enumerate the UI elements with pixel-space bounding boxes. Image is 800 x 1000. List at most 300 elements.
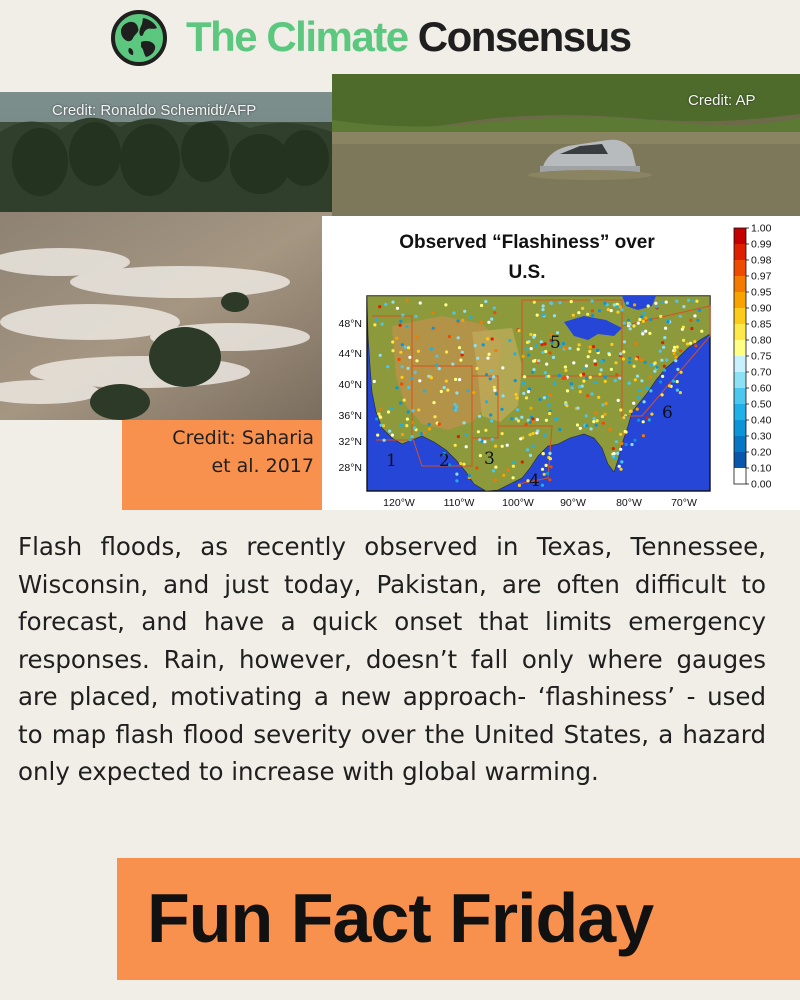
station-dot bbox=[525, 347, 528, 350]
station-dot bbox=[608, 353, 611, 356]
station-dot bbox=[407, 386, 410, 389]
station-dot bbox=[655, 305, 658, 308]
station-dot bbox=[468, 474, 471, 477]
station-dot bbox=[587, 355, 590, 358]
station-dot bbox=[395, 386, 398, 389]
station-dot bbox=[661, 301, 664, 304]
station-dot bbox=[508, 339, 511, 342]
station-dot bbox=[506, 444, 509, 447]
station-dot bbox=[512, 461, 515, 464]
station-dot bbox=[492, 469, 495, 472]
station-dot bbox=[489, 413, 492, 416]
colorbar-tick-label: 0.99 bbox=[751, 238, 772, 251]
station-dot bbox=[628, 323, 631, 326]
station-dot bbox=[613, 303, 616, 306]
lon-label: 80°W bbox=[616, 497, 642, 509]
station-dot bbox=[642, 434, 645, 437]
station-dot bbox=[663, 336, 666, 339]
station-dot bbox=[396, 307, 399, 310]
station-dot bbox=[622, 416, 625, 419]
station-dot bbox=[417, 350, 420, 353]
chart-title-line2: U.S. bbox=[508, 262, 546, 283]
colorbar-tick-label: 0.80 bbox=[751, 334, 772, 347]
station-dot bbox=[637, 396, 640, 399]
station-dot bbox=[593, 359, 596, 362]
station-dot bbox=[428, 423, 431, 426]
station-dot bbox=[532, 360, 535, 363]
site-title-part1: The Climate bbox=[186, 13, 408, 60]
station-dot bbox=[636, 408, 639, 411]
station-dot bbox=[480, 304, 483, 307]
station-dot bbox=[545, 363, 548, 366]
station-dot bbox=[455, 405, 458, 408]
station-dot bbox=[607, 308, 610, 311]
station-dot bbox=[610, 343, 613, 346]
station-dot bbox=[493, 389, 496, 392]
station-dot bbox=[682, 305, 685, 308]
station-dot bbox=[630, 410, 633, 413]
station-dot bbox=[373, 380, 376, 383]
station-dot bbox=[475, 466, 478, 469]
station-dot bbox=[615, 440, 618, 443]
station-dot bbox=[401, 365, 404, 368]
lat-axis bbox=[339, 318, 362, 474]
station-dot bbox=[377, 412, 380, 415]
station-dot bbox=[427, 375, 430, 378]
station-dot bbox=[430, 347, 433, 350]
station-dot bbox=[432, 327, 435, 330]
colorbar-tick-label: 0.70 bbox=[751, 366, 772, 379]
station-dot bbox=[585, 424, 588, 427]
station-dot bbox=[619, 305, 622, 308]
site-title-part2: Consensus bbox=[407, 13, 631, 60]
station-dot bbox=[409, 438, 412, 441]
station-dot bbox=[469, 316, 472, 319]
station-dot bbox=[512, 465, 515, 468]
station-dot bbox=[614, 361, 617, 364]
station-dot bbox=[654, 361, 657, 364]
station-dot bbox=[548, 412, 551, 415]
region-label-4: 4 bbox=[529, 471, 540, 491]
colorbar-segment bbox=[734, 436, 746, 452]
station-dot bbox=[401, 343, 404, 346]
station-dot bbox=[532, 420, 535, 423]
station-dot bbox=[522, 355, 525, 358]
station-dot bbox=[693, 340, 696, 343]
station-dot bbox=[484, 300, 487, 303]
region-label-6: 6 bbox=[662, 403, 673, 423]
station-dot bbox=[400, 376, 403, 379]
station-dot bbox=[541, 308, 544, 311]
station-dot bbox=[602, 422, 605, 425]
lat-label: 40°N bbox=[338, 379, 362, 391]
station-dot bbox=[493, 306, 496, 309]
station-dot bbox=[550, 465, 553, 468]
station-dot bbox=[564, 403, 567, 406]
station-dot bbox=[633, 439, 636, 442]
station-dot bbox=[514, 393, 517, 396]
station-dot bbox=[655, 366, 658, 369]
station-dot bbox=[418, 379, 421, 382]
colorbar-tick-label: 0.10 bbox=[751, 462, 772, 475]
station-dot bbox=[401, 433, 404, 436]
flood-river-photo bbox=[0, 92, 332, 420]
colorbar-tick-label: 0.97 bbox=[751, 270, 772, 283]
station-dot bbox=[433, 415, 436, 418]
station-dot bbox=[679, 391, 682, 394]
station-dot bbox=[618, 465, 621, 468]
station-dot bbox=[525, 396, 528, 399]
colorbar-tick-label: 0.98 bbox=[751, 254, 772, 267]
station-dot bbox=[614, 379, 617, 382]
station-dot bbox=[388, 430, 391, 433]
station-dot bbox=[576, 407, 579, 410]
station-dot bbox=[384, 303, 387, 306]
station-dot bbox=[493, 386, 496, 389]
station-dot bbox=[455, 391, 458, 394]
lon-label: 100°W bbox=[502, 497, 534, 509]
station-dot bbox=[638, 389, 641, 392]
station-dot bbox=[673, 349, 676, 352]
colorbar-segment bbox=[734, 228, 746, 244]
station-dot bbox=[391, 434, 394, 437]
station-dot bbox=[623, 340, 626, 343]
station-dot bbox=[379, 408, 382, 411]
station-dot bbox=[485, 373, 488, 376]
station-dot bbox=[529, 333, 532, 336]
station-dot bbox=[536, 429, 539, 432]
station-dot bbox=[552, 356, 555, 359]
station-dot bbox=[665, 301, 668, 304]
station-dot bbox=[632, 324, 635, 327]
station-dot bbox=[620, 460, 623, 463]
station-dot bbox=[625, 443, 628, 446]
station-dot bbox=[659, 315, 662, 318]
globe-icon bbox=[111, 10, 167, 66]
colorbar-tick-label: 0.85 bbox=[751, 318, 772, 331]
station-dot bbox=[491, 438, 494, 441]
footer-label: Fun Fact Friday bbox=[147, 879, 654, 957]
station-dot bbox=[390, 407, 393, 410]
station-dot bbox=[500, 408, 503, 411]
station-dot bbox=[589, 376, 592, 379]
station-dot bbox=[615, 373, 618, 376]
station-dot bbox=[517, 419, 520, 422]
station-dot bbox=[510, 417, 513, 420]
station-dot bbox=[544, 371, 547, 374]
station-dot bbox=[570, 300, 573, 303]
station-dot bbox=[446, 389, 449, 392]
station-dot bbox=[438, 367, 441, 370]
station-dot bbox=[619, 468, 622, 471]
colorbar-segment bbox=[734, 372, 746, 388]
station-dot bbox=[648, 418, 651, 421]
station-dot bbox=[457, 435, 460, 438]
station-dot bbox=[407, 367, 410, 370]
station-dot bbox=[494, 445, 497, 448]
colorbar-tick-label: 0.00 bbox=[751, 478, 772, 491]
station-dot bbox=[478, 415, 481, 418]
station-dot bbox=[676, 389, 679, 392]
station-dot bbox=[673, 346, 676, 349]
station-dot bbox=[696, 319, 699, 322]
station-dot bbox=[586, 394, 589, 397]
station-dot bbox=[690, 327, 693, 330]
station-dot bbox=[410, 377, 413, 380]
region-label-3: 3 bbox=[484, 449, 495, 469]
station-dot bbox=[487, 321, 490, 324]
station-dot bbox=[417, 408, 420, 411]
station-dot bbox=[456, 319, 459, 322]
station-dot bbox=[577, 348, 580, 351]
station-dot bbox=[628, 361, 631, 364]
station-dot bbox=[623, 322, 626, 325]
station-dot bbox=[640, 315, 643, 318]
station-dot bbox=[543, 396, 546, 399]
station-dot bbox=[661, 375, 664, 378]
colorbar-segment bbox=[734, 340, 746, 356]
station-dot bbox=[548, 394, 551, 397]
station-dot bbox=[378, 305, 381, 308]
station-dot bbox=[664, 327, 667, 330]
station-dot bbox=[541, 343, 544, 346]
station-dot bbox=[676, 345, 679, 348]
chart-credit-box bbox=[122, 420, 322, 510]
station-dot bbox=[643, 400, 646, 403]
station-dot bbox=[512, 476, 515, 479]
station-dot bbox=[661, 341, 664, 344]
station-dot bbox=[672, 380, 675, 383]
station-dot bbox=[405, 325, 408, 328]
station-dot bbox=[463, 421, 466, 424]
station-dot bbox=[564, 365, 567, 368]
station-dot bbox=[613, 452, 616, 455]
lat-label: 28°N bbox=[338, 462, 362, 474]
station-dot bbox=[583, 367, 586, 370]
station-dot bbox=[532, 432, 535, 435]
station-dot bbox=[636, 375, 639, 378]
station-dot bbox=[428, 427, 431, 430]
colorbar-segment bbox=[734, 292, 746, 308]
station-dot bbox=[375, 318, 378, 321]
station-dot bbox=[522, 382, 525, 385]
colorbar-segment bbox=[734, 308, 746, 324]
chart-title-line1: Observed “Flashiness” over bbox=[399, 232, 655, 253]
station-dot bbox=[445, 380, 448, 383]
station-dot bbox=[619, 408, 622, 411]
station-dot bbox=[535, 344, 538, 347]
colorbar-segment bbox=[734, 404, 746, 420]
station-dot bbox=[387, 410, 390, 413]
station-dot bbox=[414, 371, 417, 374]
station-dot bbox=[486, 357, 489, 360]
station-dot bbox=[649, 375, 652, 378]
station-dot bbox=[546, 472, 549, 475]
station-dot bbox=[582, 373, 585, 376]
station-dot bbox=[553, 382, 556, 385]
station-dot bbox=[620, 308, 623, 311]
station-dot bbox=[668, 384, 671, 387]
station-dot bbox=[594, 411, 597, 414]
station-dot bbox=[520, 416, 523, 419]
station-dot bbox=[398, 358, 401, 361]
station-dot bbox=[462, 463, 465, 466]
station-dot bbox=[514, 379, 517, 382]
station-dot bbox=[564, 376, 567, 379]
station-dot bbox=[601, 403, 604, 406]
station-dot bbox=[648, 332, 651, 335]
station-dot bbox=[380, 424, 383, 427]
station-dot bbox=[517, 329, 520, 332]
station-dot bbox=[454, 444, 457, 447]
station-dot bbox=[537, 359, 540, 362]
station-dot bbox=[383, 439, 386, 442]
station-dot bbox=[676, 380, 679, 383]
station-dot bbox=[451, 363, 454, 366]
station-dot bbox=[411, 409, 414, 412]
station-dot bbox=[494, 349, 497, 352]
station-dot bbox=[527, 353, 530, 356]
station-dot bbox=[588, 350, 591, 353]
colorbar-segment bbox=[734, 260, 746, 276]
station-dot bbox=[408, 356, 411, 359]
station-dot bbox=[619, 448, 622, 451]
station-dot bbox=[399, 320, 402, 323]
station-dot bbox=[480, 321, 483, 324]
station-dot bbox=[531, 417, 534, 420]
station-dot bbox=[579, 390, 582, 393]
station-dot bbox=[627, 319, 630, 322]
station-dot bbox=[594, 381, 597, 384]
station-dot bbox=[660, 359, 663, 362]
station-dot bbox=[444, 303, 447, 306]
station-dot bbox=[679, 315, 682, 318]
station-dot bbox=[465, 445, 468, 448]
station-dot bbox=[458, 346, 461, 349]
station-dot bbox=[395, 337, 398, 340]
station-dot bbox=[570, 382, 573, 385]
station-dot bbox=[491, 337, 494, 340]
flooded-car-photo bbox=[332, 74, 800, 216]
station-dot bbox=[618, 377, 621, 380]
station-dot bbox=[578, 385, 581, 388]
station-dot bbox=[457, 336, 460, 339]
station-dot bbox=[516, 408, 519, 411]
station-dot bbox=[399, 402, 402, 405]
car-photo-credit: Credit: AP bbox=[688, 92, 756, 109]
station-dot bbox=[454, 378, 457, 381]
station-dot bbox=[513, 352, 516, 355]
colorbar-segment bbox=[734, 468, 746, 484]
station-dot bbox=[423, 431, 426, 434]
station-dot bbox=[518, 484, 521, 487]
station-dot bbox=[440, 390, 443, 393]
station-dot bbox=[532, 368, 535, 371]
colorbar-segment bbox=[734, 244, 746, 260]
lon-label: 110°W bbox=[443, 497, 475, 509]
colorbar-tick-label: 0.60 bbox=[751, 382, 772, 395]
station-dot bbox=[459, 359, 462, 362]
station-dot bbox=[415, 359, 418, 362]
station-dot bbox=[610, 368, 613, 371]
station-dot bbox=[483, 440, 486, 443]
station-dot bbox=[413, 426, 416, 429]
chart-credit-line2: et al. 2017 bbox=[211, 455, 314, 477]
flashiness-map bbox=[322, 216, 800, 510]
station-dot bbox=[630, 443, 633, 446]
station-dot bbox=[445, 350, 448, 353]
station-dot bbox=[531, 445, 534, 448]
station-dot bbox=[545, 464, 548, 467]
station-dot bbox=[542, 313, 545, 316]
station-dot bbox=[465, 433, 468, 436]
colorbar-segment bbox=[734, 420, 746, 436]
station-dot bbox=[638, 318, 641, 321]
station-dot bbox=[501, 366, 504, 369]
station-dot bbox=[566, 389, 569, 392]
station-dot bbox=[527, 390, 530, 393]
station-dot bbox=[603, 413, 606, 416]
station-dot bbox=[598, 309, 601, 312]
station-dot bbox=[622, 350, 625, 353]
station-dot bbox=[452, 311, 455, 314]
lat-label: 32°N bbox=[338, 436, 362, 448]
station-dot bbox=[585, 414, 588, 417]
station-dot bbox=[391, 349, 394, 352]
station-dot bbox=[680, 371, 683, 374]
station-dot bbox=[403, 399, 406, 402]
station-dot bbox=[407, 410, 410, 413]
station-dot bbox=[475, 367, 478, 370]
station-dot bbox=[493, 311, 496, 314]
station-dot bbox=[381, 323, 384, 326]
station-dot bbox=[501, 445, 504, 448]
station-dot bbox=[405, 424, 408, 427]
station-dot bbox=[591, 309, 594, 312]
station-dot bbox=[435, 363, 438, 366]
station-dot bbox=[628, 357, 631, 360]
station-dot bbox=[400, 424, 403, 427]
station-dot bbox=[419, 301, 422, 304]
lon-axis bbox=[383, 497, 697, 509]
station-dot bbox=[590, 427, 593, 430]
station-dot bbox=[485, 400, 488, 403]
station-dot bbox=[547, 404, 550, 407]
station-dot bbox=[531, 371, 534, 374]
station-dot bbox=[549, 457, 552, 460]
station-dot bbox=[649, 389, 652, 392]
station-dot bbox=[597, 396, 600, 399]
colorbar-segment bbox=[734, 452, 746, 468]
station-dot bbox=[644, 316, 647, 319]
station-dot bbox=[686, 342, 689, 345]
station-dot bbox=[541, 351, 544, 354]
station-dot bbox=[610, 309, 613, 312]
station-dot bbox=[635, 342, 638, 345]
station-dot bbox=[585, 364, 588, 367]
station-dot bbox=[604, 380, 607, 383]
colorbar-tick-label: 0.90 bbox=[751, 302, 772, 315]
station-dot bbox=[501, 432, 504, 435]
station-dot bbox=[373, 323, 376, 326]
station-dot bbox=[479, 454, 482, 457]
station-dot bbox=[700, 330, 703, 333]
station-dot bbox=[542, 304, 545, 307]
station-dot bbox=[411, 421, 414, 424]
station-dot bbox=[689, 342, 692, 345]
station-dot bbox=[662, 346, 665, 349]
station-dot bbox=[564, 346, 567, 349]
